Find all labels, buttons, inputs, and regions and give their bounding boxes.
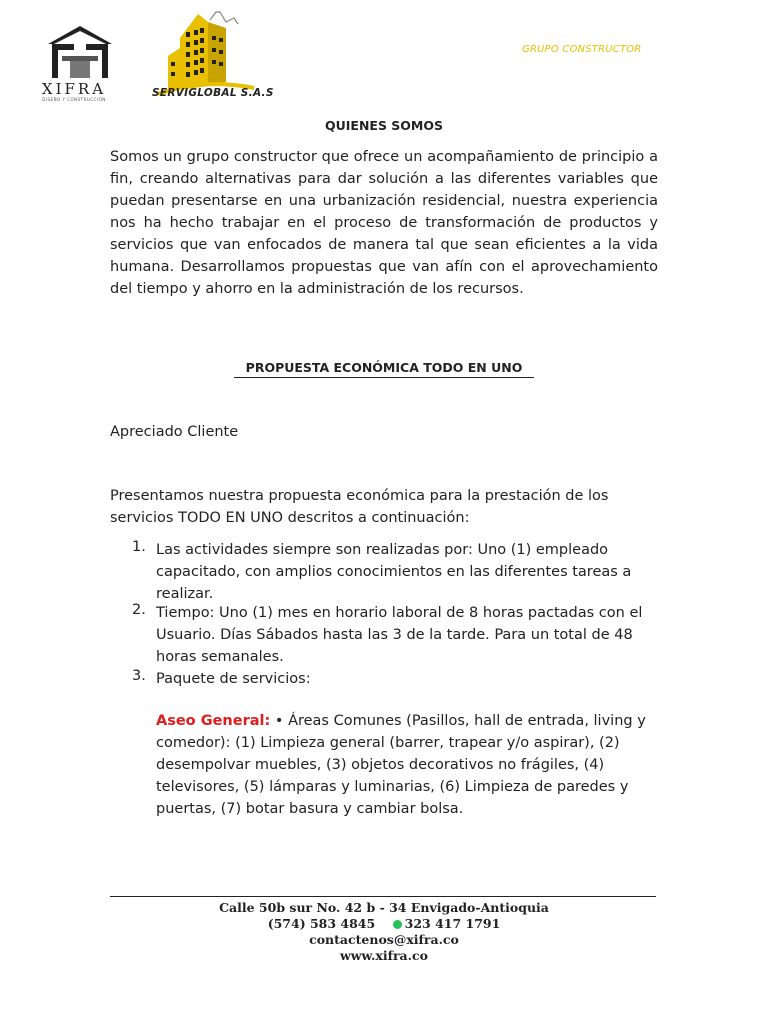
aseo-general-text: • Áreas Comunes (Pasillos, hall de entrada, living y comedor): (1) Limpieza general (barrer, trapear y/o aspirar), (2) desempolvar muebles, (3) objetos decorativos no frágiles, (4) televisores, (5) lámparas y luminarias, (6) Limpieza de paredes y puertas, (7) botar basura y cambiar bolsa. xyxy=(156,713,646,817)
list-item-text: Tiempo: Uno (1) mes en horario laboral de 8 horas pactadas con el Usuario. Días Sábados hasta las 3 de la tarde. Para un total de 48 horas semanales. xyxy=(156,605,643,665)
proposal-title: PROPUESTA ECONÓMICA TODO EN UNO xyxy=(245,360,523,375)
list-item-number: 3. xyxy=(132,668,146,684)
list-item-number: 1. xyxy=(132,539,146,555)
group-tagline: GRUPO CONSTRUCTOR xyxy=(522,44,642,55)
footer-email[interactable]: contactenos@xifra.co xyxy=(309,932,459,947)
proposal-intro: Presentamos nuestra propuesta económica para la prestación de los servicios TODO EN UNO descritos a continuación: xyxy=(110,488,609,526)
proposal-title-underline xyxy=(234,377,534,378)
xifra-brand-name: XIFRA xyxy=(41,80,107,98)
footer-phone: (574) 583 4845 xyxy=(267,916,376,931)
about-title: QUIENES SOMOS xyxy=(324,118,444,133)
whatsapp-icon xyxy=(393,920,402,929)
list-item-number: 2. xyxy=(132,602,146,618)
list-item-text: Las actividades siempre son realizadas por: Uno (1) empleado capacitado, con amplios conocimientos en las diferentes tareas a realizar. xyxy=(156,542,632,602)
greeting: Apreciado Cliente xyxy=(110,424,239,440)
footer-address: Calle 50b sur No. 42 b - 34 Envigado-Antioquia xyxy=(219,900,549,915)
aseo-general-paragraph xyxy=(156,710,656,820)
footer-whatsapp: 323 417 1791 xyxy=(404,916,501,931)
footer-website[interactable]: www.xifra.co xyxy=(340,948,428,963)
aseo-general-label: Aseo General: xyxy=(156,713,271,729)
serviglobal-brand-name: SERVIGLOBAL S.A.S xyxy=(152,87,274,99)
footer-phones xyxy=(0,916,768,931)
footer-divider xyxy=(110,896,656,897)
about-paragraph: Somos un grupo constructor que ofrece un acompañamiento de principio a fin, creando alternativas para dar solución a las diferentes variables que puedan presentarse en una urbanización residencial, nuestra experiencia nos ha hecho trabajar en el proceso de transformación de productos y servicios que van enfocados de manera tal que sean eficientes a la vida humana. Desarrollamos propuestas que van afín con el aprovechamiento del tiempo y ahorro en la administración de los recursos. xyxy=(110,149,658,297)
xifra-tagline: DISEÑO Y CONSTRUCCIÓN xyxy=(42,97,106,102)
list-item-text: Paquete de servicios: xyxy=(156,671,311,687)
